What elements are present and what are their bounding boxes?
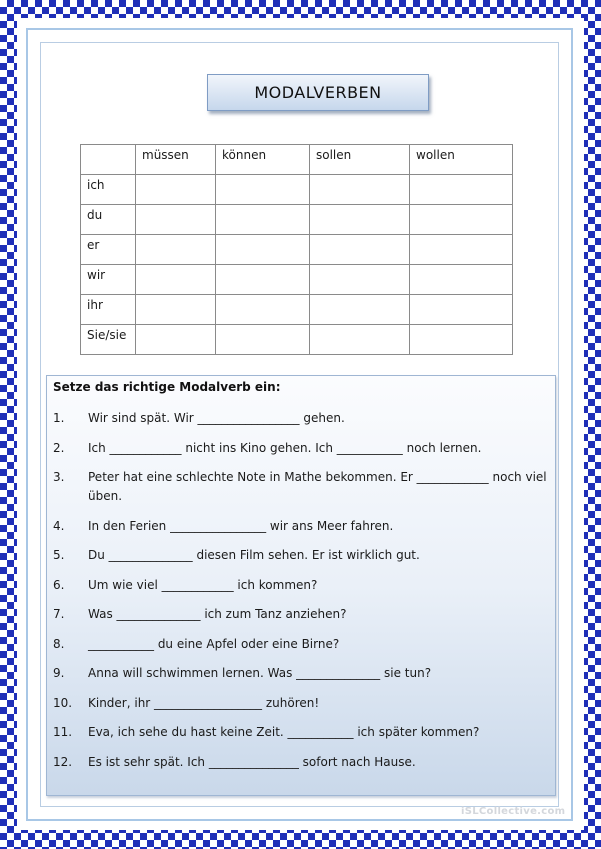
answer-cell[interactable] [136,205,216,235]
pronoun-cell: du [81,205,136,235]
pronoun-cell: er [81,235,136,265]
answer-cell[interactable] [216,235,310,265]
item-text: Um wie viel ____________ ich kommen? [88,578,318,592]
answer-cell[interactable] [216,325,310,355]
table-row [81,265,513,295]
item-text: Wir sind spät. Wir _________________ gehen. [88,411,345,425]
table-header-cell: wollen [410,145,513,175]
answer-cell[interactable] [136,235,216,265]
page-title: MODALVERBEN [207,74,429,111]
item-text: Anna will schwimmen lernen. Was ______________ sie tun? [88,666,432,680]
answer-cell[interactable] [310,295,410,325]
item-number: 1. [53,411,65,425]
pronoun-cell: ihr [81,295,136,325]
table-header-cell: können [216,145,310,175]
answer-cell[interactable] [216,205,310,235]
item-text: Du ______________ diesen Film sehen. Er ist wirklich gut. [88,548,420,562]
watermark: iSLCollective.com [461,806,566,817]
pronoun-cell: Sie/sie [81,325,136,355]
conjugation-table [80,144,513,355]
answer-cell[interactable] [310,265,410,295]
item-number: 3. [53,470,65,484]
answer-cell[interactable] [216,175,310,205]
answer-cell[interactable] [310,205,410,235]
answer-cell[interactable] [136,265,216,295]
answer-cell[interactable] [410,235,513,265]
table-header-row [81,145,513,175]
item-number: 11. [53,725,73,739]
answer-cell[interactable] [410,325,513,355]
item-text: Es ist sehr spät. Ich _______________ sofort nach Hause. [88,755,416,769]
item-number: 12. [53,755,73,769]
table-row [81,205,513,235]
item-number: 9. [53,666,65,680]
table-header-cell [81,145,136,175]
item-text: Ich ____________ nicht ins Kino gehen. Ich ___________ noch lernen. [88,441,482,455]
answer-cell[interactable] [310,175,410,205]
table-header-cell: sollen [310,145,410,175]
item-text: ___________ du eine Apfel oder eine Birne? [88,637,340,651]
item-number: 4. [53,519,65,533]
item-text: Kinder, ihr __________________ zuhören! [88,696,320,710]
table-row [81,325,513,355]
item-text: Was ______________ ich zum Tanz anziehen? [88,607,347,621]
item-number: 10. [53,696,73,710]
answer-cell[interactable] [216,265,310,295]
answer-cell[interactable] [136,295,216,325]
answer-cell[interactable] [310,325,410,355]
item-number: 7. [53,607,65,621]
answer-cell[interactable] [410,175,513,205]
item-number: 2. [53,441,65,455]
item-number: 6. [53,578,65,592]
exercise-heading: Setze das richtige Modalverb ein: [53,380,281,394]
item-text: Peter hat eine schlechte Note in Mathe bekommen. Er ____________ noch viel üben. [88,470,551,503]
answer-cell[interactable] [410,295,513,325]
item-text: Eva, ich sehe du hast keine Zeit. ___________ ich später kommen? [88,725,480,739]
answer-cell[interactable] [410,265,513,295]
item-number: 8. [53,637,65,651]
item-number: 5. [53,548,65,562]
answer-cell[interactable] [310,235,410,265]
table-row [81,235,513,265]
table-row [81,175,513,205]
table-header-cell: müssen [136,145,216,175]
pronoun-cell: wir [81,265,136,295]
item-text: In den Ferien ________________ wir ans Meer fahren. [88,519,394,533]
answer-cell[interactable] [136,325,216,355]
answer-cell[interactable] [216,295,310,325]
answer-cell[interactable] [136,175,216,205]
pronoun-cell: ich [81,175,136,205]
table-row [81,295,513,325]
answer-cell[interactable] [410,205,513,235]
